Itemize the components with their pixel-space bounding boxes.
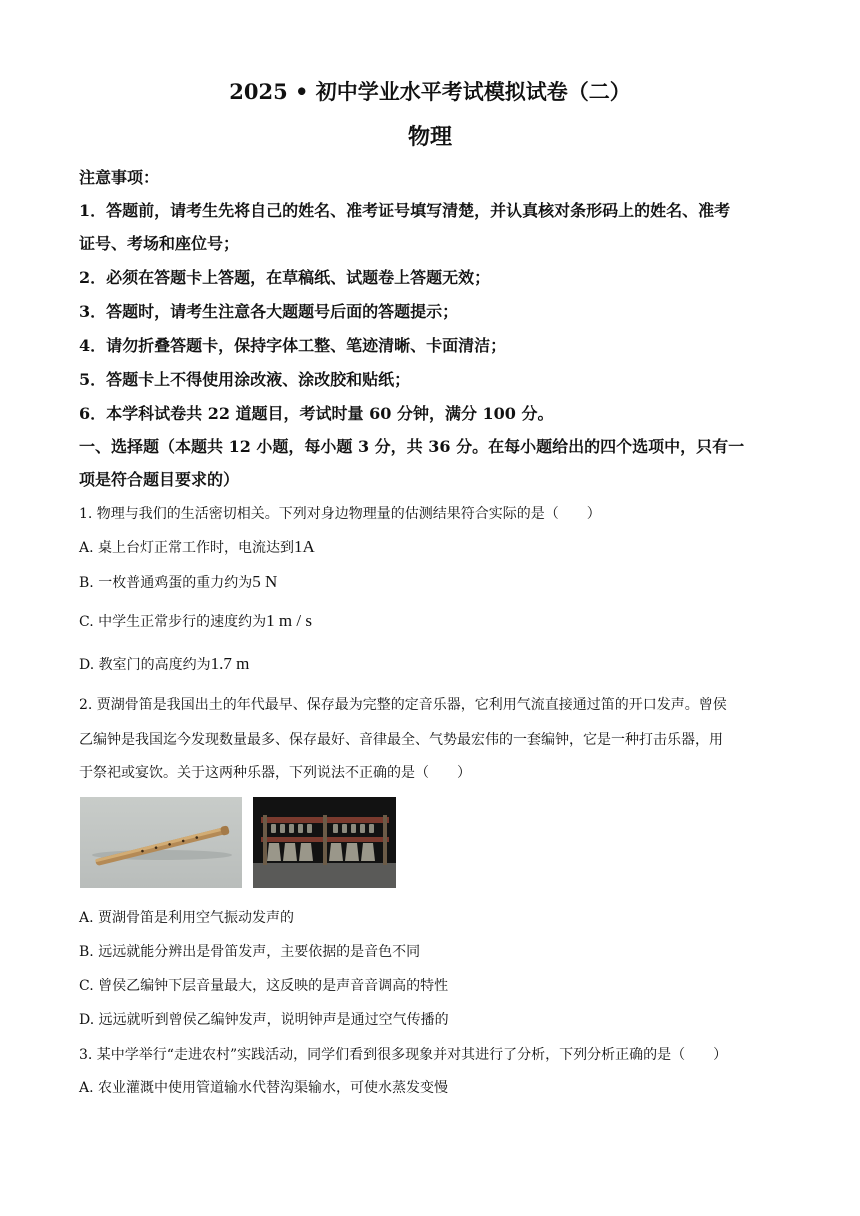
question-1-stem: 1. 物理与我们的生活密切相关。下列对身边物理量的估测结果符合实际的是（ ） (79, 506, 601, 522)
exam-title: 2025 • 初中学业水平考试模拟试卷（二） (229, 79, 631, 104)
q1-option-b (79, 572, 277, 592)
q3-option-a: A. 农业灌溉中使用管道输水代替沟渠输水，可使水蒸发变慢 (79, 1080, 449, 1096)
option-value: 1 m / s (266, 611, 312, 630)
q1-option-c (79, 611, 312, 631)
section-heading-cont: 项是符合题目要求的） (79, 470, 240, 489)
bone-flute-image (80, 797, 242, 888)
notice-heading: 注意事项： (79, 168, 160, 187)
chime-bells-image (253, 797, 396, 888)
option-text: B. 一枚普通鸡蛋的重力约为 (79, 575, 253, 591)
q2-option-d: D. 远远就听到曾侯乙编钟发声，说明钟声是通过空气传播的 (79, 1012, 449, 1028)
notice-item: 5．答题卡上不得使用涂改液、涂改胶和贴纸； (79, 370, 411, 389)
question-3-stem: 3. 某中学举行“走进农村”实践活动，同学们看到很多现象并对其进行了分析，下列分析正确的是（ ） (79, 1047, 728, 1063)
question-2-stem: 2. 贾湖骨笛是我国出土的年代最早、保存最为完整的定音乐器，它利用气流直接通过笛的开口发声。曾侯 (79, 697, 727, 713)
option-value: 5 N (252, 572, 278, 591)
q1-option-a (79, 537, 315, 557)
q1-option-d (79, 654, 249, 674)
notice-item: 2．必须在答题卡上答题，在草稿纸、试题卷上答题无效； (79, 268, 491, 287)
notice-item: 3．答题时，请考生注意各大题题号后面的答题提示； (79, 302, 459, 321)
option-text: C. 中学生正常步行的速度约为 (79, 614, 267, 630)
option-text: D. 教室门的高度约为 (79, 657, 211, 673)
notice-item: 证号、考场和座位号； (79, 234, 240, 253)
option-value: 1A (294, 537, 315, 556)
notice-item: 4．请勿折叠答题卡，保持字体工整、笔迹清晰、卡面清洁； (79, 336, 507, 355)
q2-option-c: C. 曾侯乙编钟下层音量最大，这反映的是声音音调高的特性 (79, 978, 449, 994)
question-2-stem: 于祭祀或宴饮。关于这两种乐器，下列说法不正确的是（ ） (79, 765, 471, 781)
subject-title: 物理 (407, 124, 452, 150)
notice-item: 6．本学科试卷共 22 道题目，考试时量 60 分钟，满分 100 分。 (79, 404, 554, 423)
q2-option-a: A. 贾湖骨笛是利用空气振动发声的 (79, 910, 295, 926)
q2-option-b: B. 远远就能分辨出是骨笛发声，主要依据的是音色不同 (79, 944, 421, 960)
option-value: 1.7 m (210, 654, 250, 673)
section-heading: 一、选择题（本题共 12 小题，每小题 3 分，共 36 分。在每小题给出的四个选项中，只有一 (79, 437, 745, 456)
notice-item: 1．答题前，请考生先将自己的姓名、准考证号填写清楚，并认真核对条形码上的姓名、准考 (79, 201, 731, 220)
option-text: A. 桌上台灯正常工作时，电流达到 (79, 540, 295, 556)
question-2-stem: 乙编钟是我国迄今发现数量最多、保存最好、音律最全、气势最宏伟的一套编钟，它是一种打击乐器，用 (79, 732, 723, 748)
